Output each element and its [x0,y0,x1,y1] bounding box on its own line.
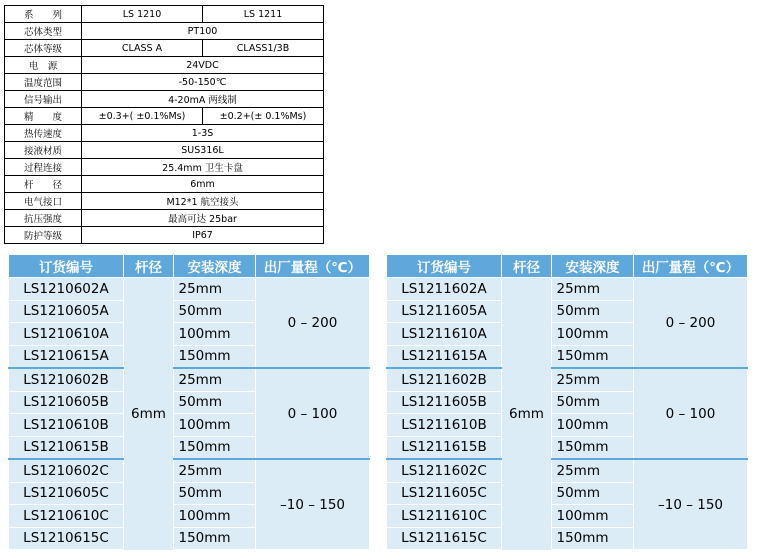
order-code: LS1211605B [387,391,502,414]
spec-row [5,210,324,227]
factory-range: 0 – 100 [256,368,370,459]
spec-row [5,125,324,142]
order-row [387,278,748,301]
factory-range: –10 – 150 [256,459,370,550]
install-depth [174,300,256,323]
spec-key: 温度范围 [5,74,82,91]
spec-value: 25.4mm 卫生卡盘 [82,159,324,176]
header-factory-range: 出厂量程（℃） [634,255,748,278]
order-code: LS1210602C [9,459,124,482]
spec-value: LS 1211 [203,6,324,23]
header-rod-diameter: 杆径 [124,255,174,278]
order-code: LS1210615C [9,527,124,550]
rod-diameter: 6mm [502,278,552,550]
install-depth [552,505,634,528]
spec-row [5,193,324,210]
order-code: LS1211605C [387,482,502,505]
install-depth-value: 100mm [556,507,609,524]
rod-diameter: 6mm [124,278,174,550]
order-code: LS1211610B [387,414,502,437]
order-code: LS1210610B [9,414,124,437]
install-depth-value: 150mm [178,530,231,547]
header-order-code: 订货编号 [387,255,502,278]
order-row [387,459,748,482]
order-code: LS1211615C [387,527,502,550]
install-depth-value: 25mm [178,371,222,388]
factory-range: 0 – 200 [634,278,748,369]
order-code: LS1210610A [9,323,124,346]
spec-key: 精 度 [5,108,82,125]
header-install-depth: 安装深度 [174,255,256,278]
order-code: LS1210605C [9,482,124,505]
spec-row [5,23,324,40]
spec-key: 电 源 [5,57,82,74]
factory-range: 0 – 200 [256,278,370,369]
install-depth-value: 100mm [178,507,231,524]
order-code: LS1211615B [387,436,502,459]
spec-row [5,74,324,91]
install-depth [174,436,256,459]
spec-key: 系 列 [5,6,82,23]
install-depth [552,414,634,437]
spec-key: 电气接口 [5,193,82,210]
order-code: LS1211602B [387,368,502,391]
install-depth [552,368,634,391]
order-code: LS1210605B [9,391,124,414]
spec-value: CLASS A [82,40,203,57]
install-depth [174,505,256,528]
spec-value: ±0.3+( ±0.1%Ms) [82,108,203,125]
order-table-ls1211 [386,254,748,550]
order-row [9,368,370,391]
spec-key: 抗压强度 [5,210,82,227]
install-depth [552,323,634,346]
install-depth [552,278,634,301]
install-depth [552,459,634,482]
install-depth [174,391,256,414]
factory-range: –10 – 150 [634,459,748,550]
order-code: LS1211602A [387,278,502,301]
install-depth-value: 150mm [556,439,609,456]
spec-row [5,91,324,108]
spec-row [5,40,324,57]
install-depth-value: 50mm [178,485,222,502]
install-depth [174,278,256,301]
order-table-ls1210 [8,254,370,550]
install-depth-value: 25mm [178,462,222,479]
spec-value: -50-150℃ [82,74,324,91]
spec-value: 4-20mA 两线制 [82,91,324,108]
order-code: LS1211602C [387,459,502,482]
spec-value: PT100 [82,23,324,40]
install-depth [174,527,256,550]
spec-row [5,108,324,125]
order-code: LS1210602B [9,368,124,391]
spec-value: LS 1210 [82,6,203,23]
spec-key: 信号输出 [5,91,82,108]
spec-row [5,57,324,74]
install-depth [552,391,634,414]
order-row [387,368,748,391]
factory-range: 0 – 100 [634,368,748,459]
spec-key: 防护等级 [5,227,82,244]
spec-table [4,5,324,244]
header-order-code: 订货编号 [9,255,124,278]
header-rod-diameter: 杆径 [502,255,552,278]
spec-row [5,159,324,176]
order-code: LS1211610A [387,323,502,346]
spec-key: 芯体等级 [5,40,82,57]
install-depth-value: 25mm [556,462,600,479]
order-header-row [9,255,370,278]
install-depth-value: 100mm [556,416,609,433]
order-header-row [387,255,748,278]
order-code: LS1211610C [387,505,502,528]
spec-key: 接液材质 [5,142,82,159]
install-depth-value: 50mm [178,394,222,411]
spec-row [5,176,324,193]
install-depth-value: 25mm [556,371,600,388]
spec-value: 最高可达 25bar [82,210,324,227]
install-depth-value: 50mm [556,394,600,411]
spec-row [5,227,324,244]
order-row [9,459,370,482]
order-code: LS1210610C [9,505,124,528]
spec-value: CLASS1/3B [203,40,324,57]
install-depth-value: 150mm [178,348,231,365]
install-depth-value: 150mm [556,530,609,547]
install-depth [174,459,256,482]
spec-key: 过程连接 [5,159,82,176]
spec-value: M12*1 航空接头 [82,193,324,210]
install-depth-value: 25mm [178,280,222,297]
spec-key: 杆 径 [5,176,82,193]
install-depth [552,300,634,323]
install-depth-value: 25mm [556,280,600,297]
install-depth [552,482,634,505]
install-depth-value: 50mm [556,485,600,502]
install-depth [174,323,256,346]
order-code: LS1210615A [9,345,124,368]
spec-value: SUS316L [82,142,324,159]
install-depth-value: 150mm [556,348,609,365]
install-depth [552,527,634,550]
install-depth [174,368,256,391]
install-depth-value: 150mm [178,439,231,456]
install-depth-value: 100mm [556,325,609,342]
spec-value: 1-3S [82,125,324,142]
spec-value: IP67 [82,227,324,244]
install-depth [552,436,634,459]
spec-value: 24VDC [82,57,324,74]
order-code: LS1211605A [387,300,502,323]
install-depth [552,345,634,368]
order-row [9,278,370,301]
install-depth [174,345,256,368]
install-depth-value: 50mm [556,303,600,320]
spec-value: ±0.2+(± 0.1%Ms) [203,108,324,125]
install-depth [174,414,256,437]
order-code: LS1210605A [9,300,124,323]
install-depth-value: 100mm [178,325,231,342]
spec-key: 热传速度 [5,125,82,142]
order-code: LS1210615B [9,436,124,459]
spec-row [5,142,324,159]
install-depth-value: 100mm [178,416,231,433]
order-code: LS1210602A [9,278,124,301]
spec-value: 6mm [82,176,324,193]
spec-row [5,6,324,23]
spec-key: 芯体类型 [5,23,82,40]
order-code: LS1211615A [387,345,502,368]
header-install-depth: 安装深度 [552,255,634,278]
install-depth-value: 50mm [178,303,222,320]
header-factory-range: 出厂量程（℃） [256,255,370,278]
install-depth [174,482,256,505]
